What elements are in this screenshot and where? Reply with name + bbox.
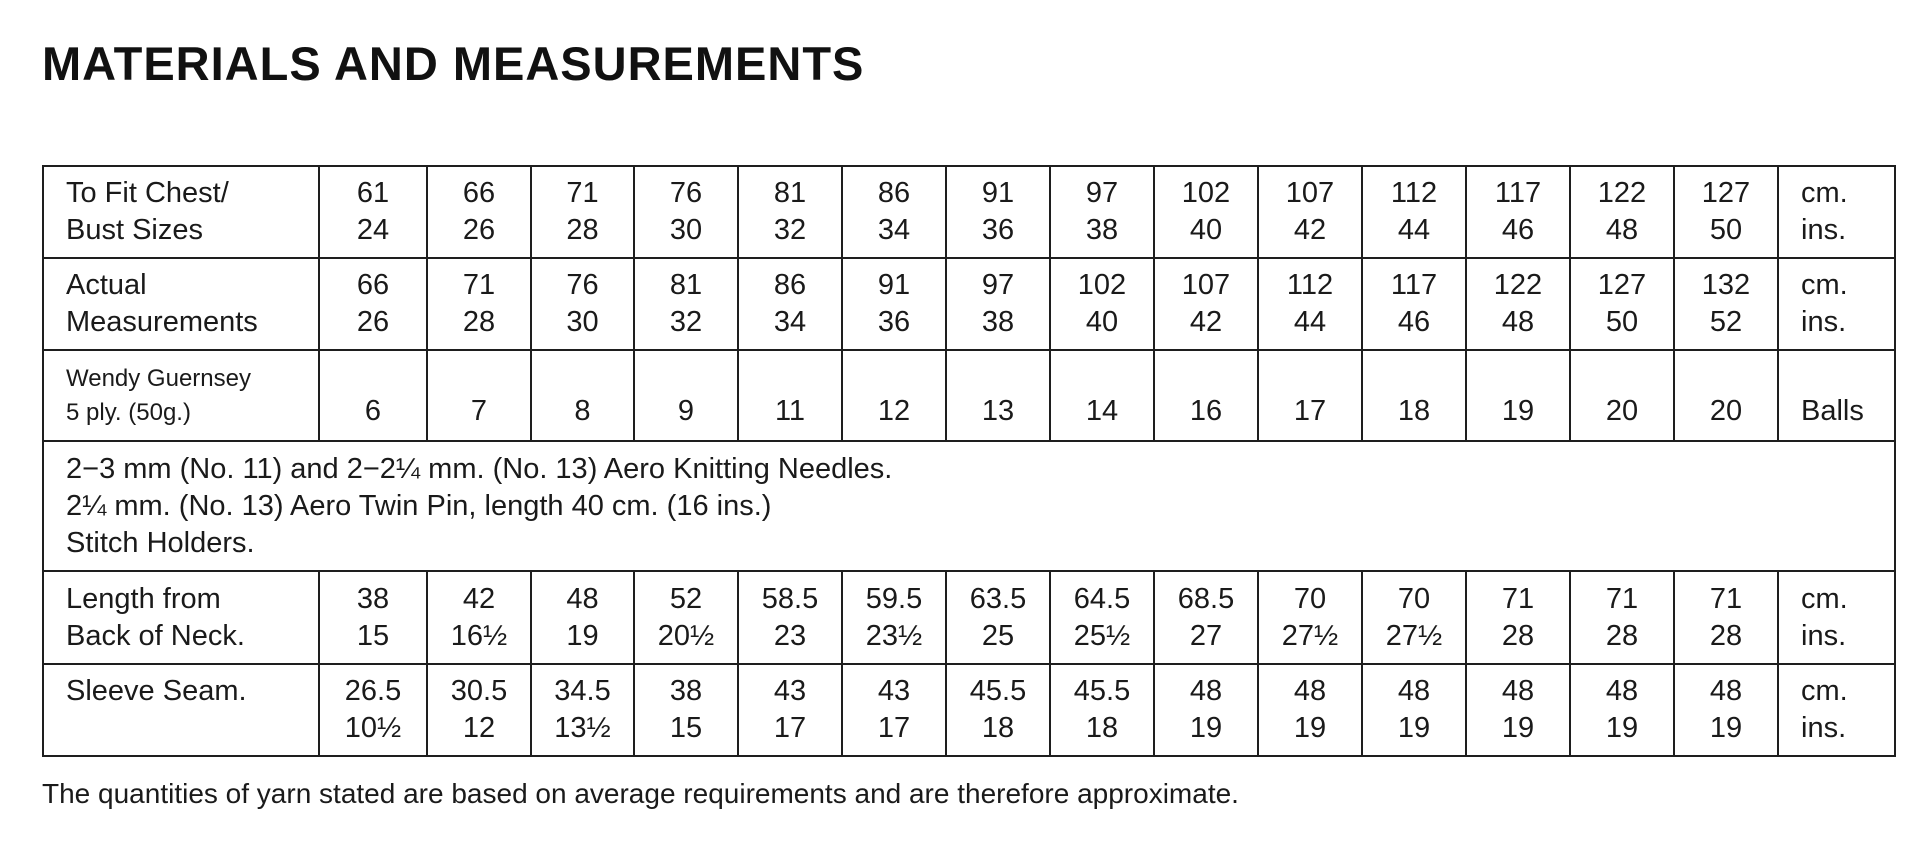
- size-cell: [1466, 258, 1570, 350]
- value-cm: 52: [669, 582, 703, 615]
- value-ins: 27½: [1281, 619, 1339, 652]
- row-label-line: Back of Neck.: [66, 619, 245, 652]
- value-ins: 42: [1293, 214, 1327, 246]
- size-cell: [1674, 166, 1778, 258]
- ball-count-cell: [1154, 350, 1258, 441]
- value-ins: 17: [773, 712, 807, 744]
- value-cm: 112: [1286, 269, 1334, 301]
- value-cm: 45.5: [969, 675, 1027, 707]
- value-ins: 19: [1709, 712, 1743, 744]
- value-ins: 27½: [1385, 619, 1443, 652]
- unit-cell: [1778, 350, 1895, 441]
- size-cell: [842, 571, 946, 664]
- size-cell: [1570, 166, 1674, 258]
- value-cm: 117: [1390, 269, 1438, 301]
- note-stitch-holders: Stitch Holders.: [66, 526, 255, 559]
- unit-ins: ins.: [1801, 712, 1847, 744]
- value-cm: 117: [1494, 177, 1542, 209]
- value-cm: 48: [1189, 675, 1223, 707]
- row-label-line: Bust Sizes: [66, 214, 203, 246]
- ball-count: 7: [470, 395, 488, 427]
- ball-count-cell: [1466, 350, 1570, 441]
- size-cell: [1362, 571, 1466, 664]
- ball-count-cell: [842, 350, 946, 441]
- value-ins: 24: [356, 214, 390, 246]
- value-ins: 42: [1189, 306, 1223, 338]
- value-ins: 19: [1501, 712, 1535, 744]
- ball-count-cell: [634, 350, 738, 441]
- value-ins: 19: [1397, 712, 1431, 744]
- value-cm: 70: [1293, 582, 1327, 615]
- ball-count-cell: [531, 350, 634, 441]
- row-label-line: Wendy Guernsey: [66, 364, 251, 392]
- value-cm: 38: [669, 675, 703, 707]
- value-ins: 38: [981, 306, 1015, 338]
- value-ins: 40: [1189, 214, 1223, 246]
- value-ins: 26: [356, 306, 390, 338]
- size-cell: [1050, 571, 1154, 664]
- value-ins: 44: [1293, 306, 1327, 338]
- value-cm: 102: [1077, 269, 1127, 301]
- size-cell: [1154, 571, 1258, 664]
- value-ins: 23: [773, 619, 807, 652]
- size-cell: [1570, 571, 1674, 664]
- unit-ins: ins.: [1801, 619, 1847, 652]
- value-ins: 19: [566, 619, 599, 652]
- value-ins: 46: [1501, 214, 1535, 246]
- value-ins: 40: [1085, 306, 1119, 338]
- value-cm: 71: [566, 177, 599, 209]
- ball-count-cell: [427, 350, 531, 441]
- size-cell: [842, 258, 946, 350]
- ball-count-cell: [1050, 350, 1154, 441]
- size-cell: [634, 571, 738, 664]
- yarn-quantity-footnote: The quantities of yarn stated are based on average requirements and are therefore approximate.: [42, 778, 1239, 809]
- unit-ins: ins.: [1801, 306, 1847, 338]
- row-materials-notes: [43, 441, 1895, 571]
- value-cm: 81: [773, 177, 807, 209]
- value-cm: 43: [877, 675, 911, 707]
- size-cell: [634, 258, 738, 350]
- value-cm: 91: [877, 269, 911, 301]
- value-ins: 19: [1189, 712, 1223, 744]
- size-cell: [946, 571, 1050, 664]
- unit-cm: cm.: [1801, 269, 1848, 301]
- ball-count: 13: [981, 395, 1015, 427]
- value-cm: 127: [1597, 269, 1647, 301]
- value-ins: 15: [356, 619, 390, 652]
- value-cm: 45.5: [1073, 675, 1131, 707]
- row-label-line: Sleeve Seam.: [66, 675, 247, 707]
- row-label: [43, 166, 319, 258]
- value-cm: 48: [1293, 675, 1327, 707]
- size-cell: [531, 166, 634, 258]
- size-cell: [946, 166, 1050, 258]
- unit-cm: cm.: [1801, 177, 1848, 209]
- value-ins: 19: [1293, 712, 1327, 744]
- size-cell: [1362, 258, 1466, 350]
- value-ins: 28: [1501, 619, 1535, 652]
- value-cm: 86: [877, 177, 911, 209]
- ball-count-cell: [1362, 350, 1466, 441]
- value-ins: 34: [877, 214, 911, 246]
- value-ins: 28: [566, 214, 599, 246]
- size-cell: [319, 664, 427, 756]
- value-cm: 34.5: [554, 675, 611, 707]
- value-ins: 44: [1397, 214, 1431, 246]
- size-cell: [1154, 258, 1258, 350]
- size-cell: [1362, 664, 1466, 756]
- value-ins: 32: [669, 306, 703, 338]
- value-ins: 28: [462, 306, 496, 338]
- note-needles: 2−3 mm (No. 11) and 2−2¼ mm. (No. 13) Aero Knitting Needles.: [66, 452, 893, 485]
- ball-count: 6: [364, 395, 382, 427]
- unit-ins: ins.: [1801, 214, 1847, 246]
- value-cm: 68.5: [1177, 582, 1235, 615]
- value-ins: 38: [1085, 214, 1119, 246]
- value-cm: 112: [1390, 177, 1438, 209]
- size-cell: [1674, 664, 1778, 756]
- value-cm: 97: [981, 269, 1015, 301]
- size-cell: [427, 664, 531, 756]
- value-ins: 26: [462, 214, 496, 246]
- value-ins: 27: [1189, 619, 1223, 652]
- size-cell: [1362, 166, 1466, 258]
- value-ins: 34: [773, 306, 807, 338]
- size-cell: [1466, 571, 1570, 664]
- value-ins: 18: [1085, 712, 1119, 744]
- ball-count-cell: [738, 350, 842, 441]
- size-cell: [1258, 166, 1362, 258]
- row-label: [43, 571, 319, 664]
- value-ins: 48: [1501, 306, 1535, 338]
- value-ins: 13½: [554, 712, 611, 744]
- size-cell: [738, 258, 842, 350]
- ball-count-cell: [1570, 350, 1674, 441]
- value-ins: 36: [981, 214, 1015, 246]
- row-label-line: 5 ply. (50g.): [66, 398, 191, 426]
- value-ins: 18: [981, 712, 1015, 744]
- size-cell: [1050, 166, 1154, 258]
- size-cell: [946, 664, 1050, 756]
- value-cm: 48: [1501, 675, 1535, 707]
- size-cell: [738, 571, 842, 664]
- size-cell: [738, 166, 842, 258]
- ball-count-cell: [1258, 350, 1362, 441]
- ball-count: 12: [877, 395, 911, 427]
- unit-cell: [1778, 258, 1895, 350]
- size-cell: [1258, 571, 1362, 664]
- size-cell: [319, 166, 427, 258]
- value-cm: 71: [1709, 582, 1743, 615]
- size-cell: [1154, 664, 1258, 756]
- size-cell: [1154, 166, 1258, 258]
- ball-count: 19: [1501, 395, 1535, 427]
- size-cell: [634, 664, 738, 756]
- size-cell: [531, 571, 634, 664]
- size-cell: [319, 258, 427, 350]
- size-cell: [531, 258, 634, 350]
- size-cell: [1570, 258, 1674, 350]
- value-cm: 66: [356, 269, 390, 301]
- value-ins: 30: [669, 214, 703, 246]
- value-ins: 28: [1605, 619, 1639, 652]
- ball-count: 14: [1085, 395, 1119, 427]
- value-cm: 42: [462, 582, 496, 615]
- value-ins: 25½: [1073, 619, 1131, 652]
- value-cm: 86: [773, 269, 807, 301]
- row-label: [43, 664, 319, 756]
- size-cell: [1674, 571, 1778, 664]
- value-cm: 64.5: [1073, 582, 1131, 615]
- value-ins: 52: [1709, 306, 1743, 338]
- size-cell: [1258, 258, 1362, 350]
- value-cm: 48: [1709, 675, 1743, 707]
- value-ins: 50: [1605, 306, 1639, 338]
- size-cell: [1466, 664, 1570, 756]
- value-ins: 12: [462, 712, 496, 744]
- value-cm: 48: [566, 582, 599, 615]
- size-cell: [1050, 258, 1154, 350]
- value-cm: 122: [1597, 177, 1647, 209]
- size-cell: [842, 166, 946, 258]
- value-cm: 30.5: [450, 675, 508, 707]
- value-cm: 58.5: [761, 582, 819, 615]
- value-ins: 36: [877, 306, 911, 338]
- ball-count: 20: [1605, 395, 1639, 427]
- value-cm: 61: [356, 177, 390, 209]
- size-cell: [946, 258, 1050, 350]
- row-label: [43, 350, 319, 441]
- row-label-line: Actual: [66, 269, 147, 301]
- unit-cm: cm.: [1801, 582, 1848, 615]
- ball-count-cell: [319, 350, 427, 441]
- ball-count: 9: [677, 395, 695, 427]
- value-cm: 81: [669, 269, 703, 301]
- value-cm: 76: [566, 269, 599, 301]
- value-cm: 26.5: [344, 675, 402, 707]
- size-cell: [842, 664, 946, 756]
- unit-cm: cm.: [1801, 675, 1848, 707]
- value-cm: 48: [1397, 675, 1431, 707]
- value-cm: 59.5: [865, 582, 923, 615]
- ball-count: 8: [574, 395, 591, 427]
- size-cell: [319, 571, 427, 664]
- value-ins: 20½: [657, 619, 715, 652]
- value-ins: 30: [566, 306, 599, 338]
- unit-balls: Balls: [1801, 395, 1864, 427]
- value-ins: 23½: [865, 619, 923, 652]
- value-ins: 19: [1605, 712, 1639, 744]
- size-cell: [531, 664, 634, 756]
- ball-count: 16: [1189, 395, 1223, 427]
- value-cm: 71: [1605, 582, 1639, 615]
- size-cell: [634, 166, 738, 258]
- value-cm: 66: [462, 177, 496, 209]
- row-sleeve-seam: [43, 664, 1895, 756]
- size-cell: [1050, 664, 1154, 756]
- materials-notes-cell: [43, 441, 1895, 571]
- value-cm: 132: [1701, 269, 1751, 301]
- size-cell: [427, 166, 531, 258]
- value-cm: 71: [1501, 582, 1535, 615]
- row-label-line: Measurements: [66, 306, 258, 338]
- value-cm: 127: [1701, 177, 1751, 209]
- value-cm: 91: [981, 177, 1015, 209]
- value-ins: 46: [1397, 306, 1431, 338]
- row-label: [43, 258, 319, 350]
- size-cell: [738, 664, 842, 756]
- value-cm: 102: [1181, 177, 1231, 209]
- row-actual-measurements: [43, 258, 1895, 350]
- size-cell: [427, 571, 531, 664]
- value-ins: 32: [773, 214, 807, 246]
- ball-count: 17: [1293, 395, 1327, 427]
- ball-count-cell: [1674, 350, 1778, 441]
- value-cm: 122: [1493, 269, 1543, 301]
- value-cm: 63.5: [969, 582, 1027, 615]
- value-cm: 48: [1605, 675, 1639, 707]
- page-title: MATERIALS AND MEASUREMENTS: [42, 37, 865, 90]
- value-cm: 107: [1285, 177, 1335, 209]
- row-length-back-of-neck: [43, 571, 1895, 664]
- note-twin-pin: 2¼ mm. (No. 13) Aero Twin Pin, length 40 cm. (16 ins.): [66, 489, 772, 522]
- value-cm: 70: [1397, 582, 1431, 615]
- value-cm: 97: [1085, 177, 1119, 209]
- size-cell: [1258, 664, 1362, 756]
- value-ins: 10½: [344, 712, 402, 744]
- size-cell: [427, 258, 531, 350]
- unit-cell: [1778, 664, 1895, 756]
- value-ins: 17: [877, 712, 911, 744]
- size-cell: [1570, 664, 1674, 756]
- value-cm: 76: [669, 177, 703, 209]
- value-ins: 16½: [450, 619, 508, 652]
- ball-count: 11: [774, 395, 806, 427]
- row-yarn-quantity: [43, 350, 1895, 441]
- value-cm: 71: [462, 269, 496, 301]
- value-cm: 38: [356, 582, 390, 615]
- unit-cell: [1778, 166, 1895, 258]
- ball-count: 20: [1709, 395, 1743, 427]
- materials-measurements-table: [42, 165, 1896, 757]
- value-ins: 50: [1709, 214, 1743, 246]
- ball-count-cell: [946, 350, 1050, 441]
- value-cm: 43: [773, 675, 807, 707]
- value-ins: 48: [1605, 214, 1639, 246]
- value-cm: 107: [1181, 269, 1231, 301]
- row-label-line: Length from: [66, 582, 221, 615]
- size-cell: [1674, 258, 1778, 350]
- size-cell: [1466, 166, 1570, 258]
- value-ins: 28: [1709, 619, 1743, 652]
- value-ins: 25: [981, 619, 1015, 652]
- row-label-line: To Fit Chest/: [66, 177, 229, 209]
- unit-cell: [1778, 571, 1895, 664]
- value-ins: 15: [669, 712, 703, 744]
- row-chest-size: [43, 166, 1895, 258]
- ball-count: 18: [1397, 395, 1431, 427]
